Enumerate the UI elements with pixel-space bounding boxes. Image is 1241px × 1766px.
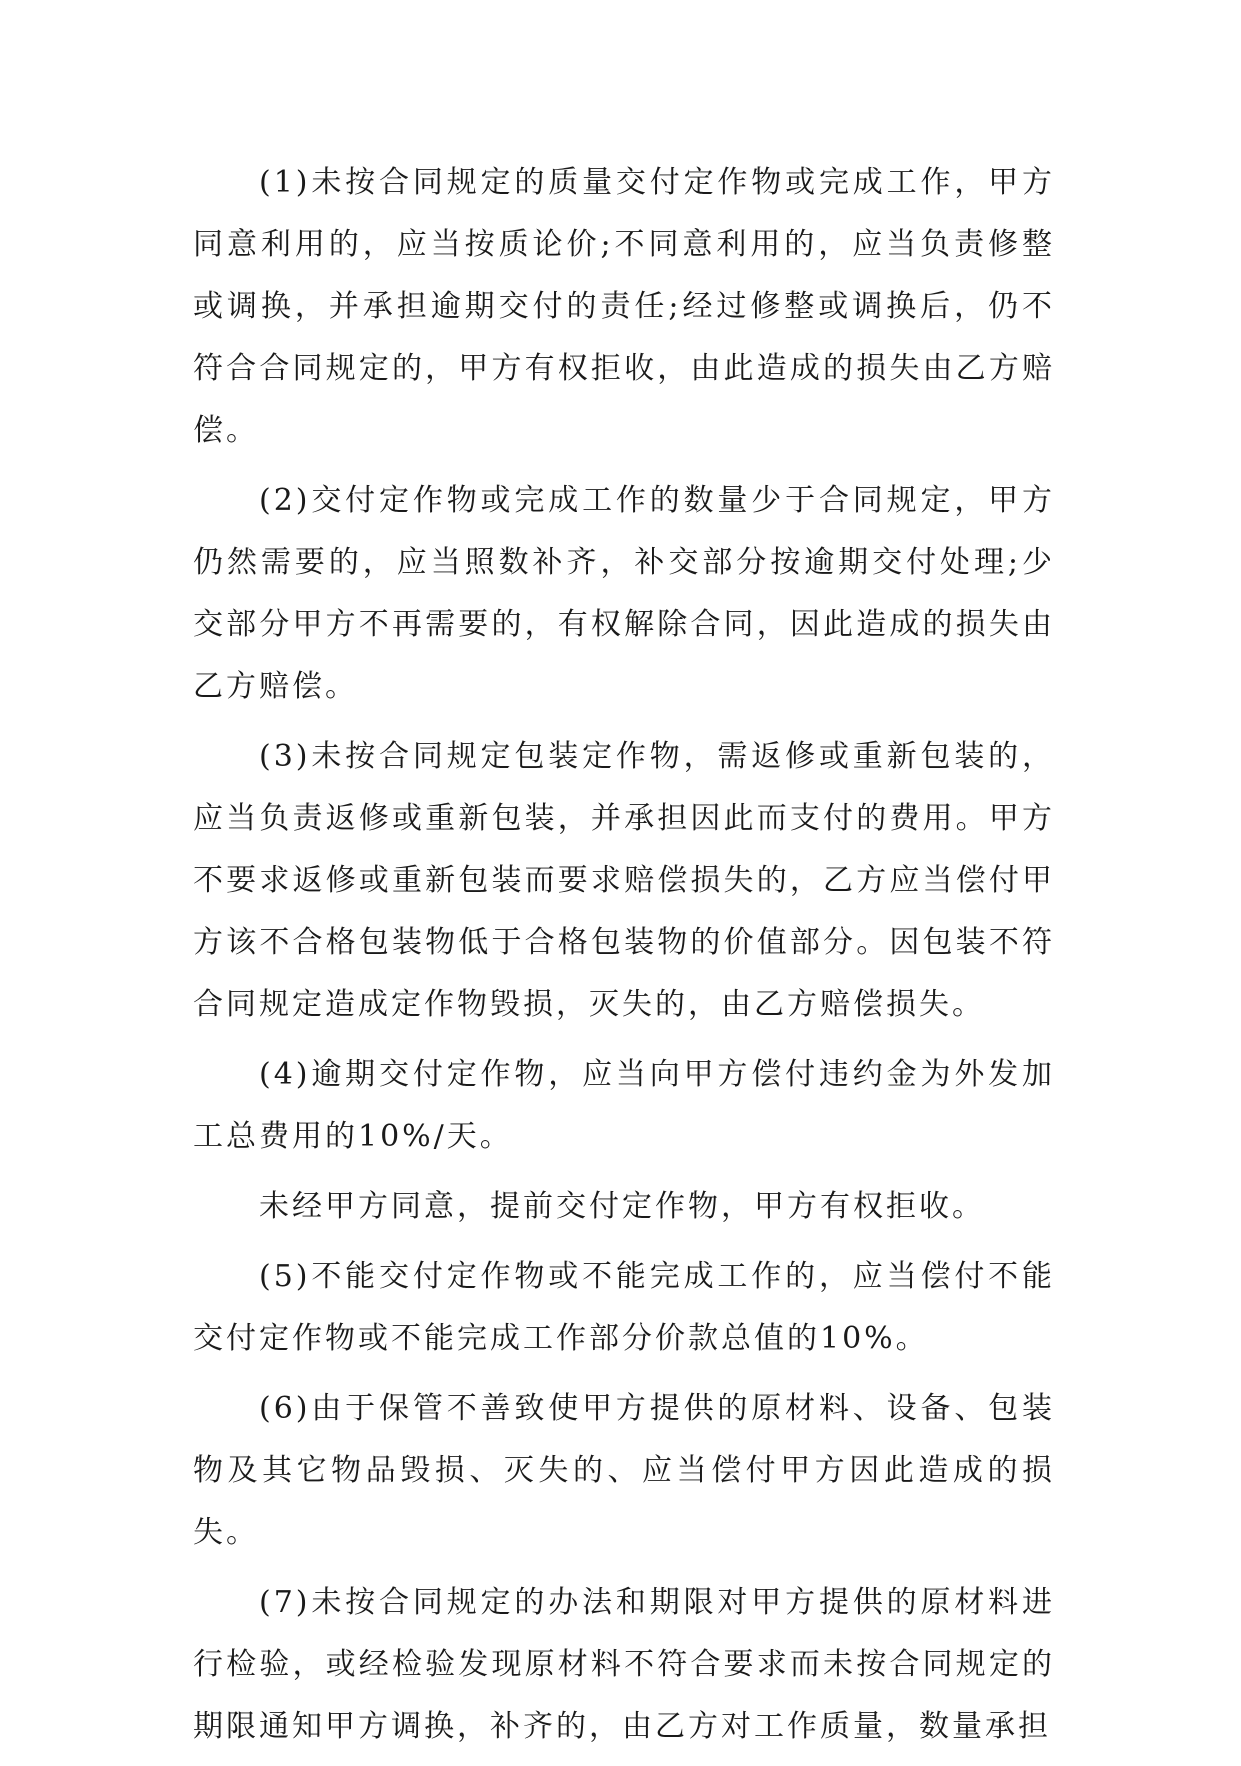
clause-4-paragraph: (4)逾期交付定作物，应当向甲方偿付违约金为外发加工总费用的10%/天。 [193,1057,1055,1154]
clause-1-paragraph: (1)未按合同规定的质量交付定作物或完成工作，甲方同意利用的，应当按质论价;不同意利用的，应当负责修整或调换，并承担逾期交付的责任;经过修整或调换后，仍不符合合同规定的，甲方有权拒收，由此造成的损失由乙方赔偿。 [193,165,1055,448]
clause-6-paragraph: (6)由于保管不善致使甲方提供的原材料、设备、包装物及其它物品毁损、灭失的、应当偿付甲方因此造成的损失。 [193,1391,1055,1550]
clause-2-paragraph: (2)交付定作物或完成工作的数量少于合同规定，甲方仍然需要的，应当照数补齐，补交部分按逾期交付处理;少交部分甲方不再需要的，有权解除合同，因此造成的损失由乙方赔偿。 [193,483,1055,704]
clause-3-paragraph: (3)未按合同规定包装定作物，需返修或重新包装的，应当负责返修或重新包装，并承担因此而支付的费用。甲方不要求返修或重新包装而要求赔偿损失的，乙方应当偿付甲方该不合格包装物低于合格包装物的价值部分。因包装不符合同规定造成定作物毁损，灭失的，由乙方赔偿损失。 [193,739,1055,1022]
clause-5-paragraph: (5)不能交付定作物或不能完成工作的，应当偿付不能交付定作物或不能完成工作部分价款总值的10%。 [193,1259,1055,1356]
document-body [193,152,1055,1766]
clause-7-paragraph: (7)未按合同规定的办法和期限对甲方提供的原材料进行检验，或经检验发现原材料不符合要求而未按合同规定的期限通知甲方调换，补齐的，由乙方对工作质量，数量承担 [193,1585,1055,1744]
early-delivery-paragraph: 未经甲方同意，提前交付定作物，甲方有权拒收。 [259,1189,985,1224]
